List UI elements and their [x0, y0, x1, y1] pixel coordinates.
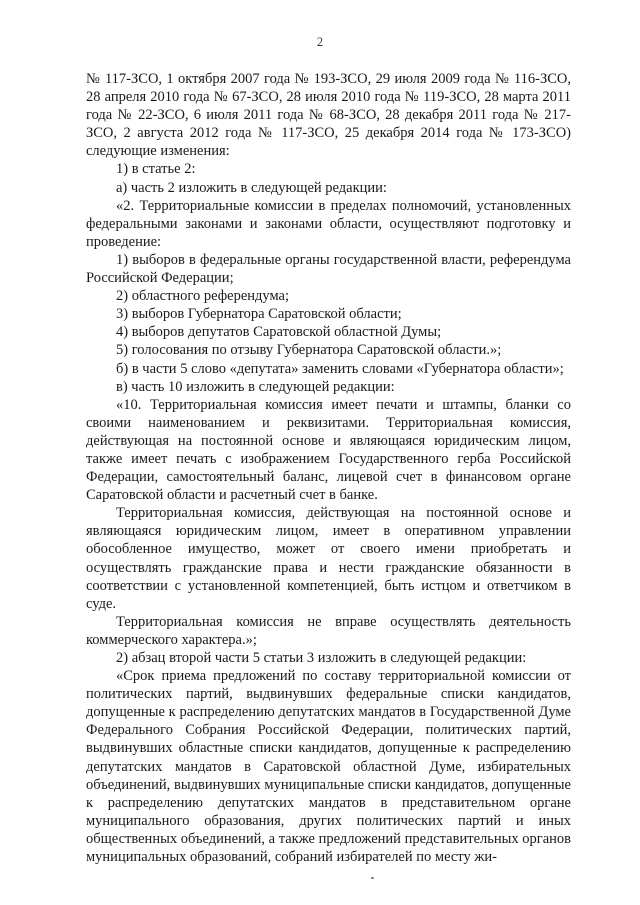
paragraph-item-2: 2) абзац второй части 5 статьи 3 изложить в следующей редакции:	[116, 650, 527, 666]
paragraph-subitem-5: 5) голосования по отзыву Губернатора Саратовской области.»;	[116, 342, 502, 359]
paragraph-quote-part-10: «10. Территориальная комиссия имеет печати и штампы, бланки со своими наименованием и реквизитами. Территориальная комиссия, действующая на постоянной основе и являющаяся юридическим лицом, также имеет печать с изображением Государственного герба Российской Федерации, самостоятельный баланс, лицевой счет в финансовом органе Саратовской области и расчетный счет в банке.	[86, 396, 571, 504]
paragraph-item-b: б) в части 5 слово «депутата» заменить словами «Губернатора области»;	[116, 360, 564, 377]
scan-artifact	[371, 877, 374, 879]
paragraph-no-commercial: Территориальная комиссия не вправе осуществлять деятельность коммерческого характера.»;	[86, 613, 571, 648]
paragraph-law-references: № 117-ЗСО, 1 октября 2007 года № 193-ЗСО, 29 июля 2009 года № 116-ЗСО, 28 апреля 2010 года № 67-ЗСО, 28 июля 2010 года № 119-ЗСО, 28 марта 2011 года № 22-ЗСО, 6 июля 2011 года № 68-ЗСО, 28 декабря 2011 года № 217-ЗСО, 2 августа 2012 года № 117-ЗСО, 25 декабря 2014 года № 173-ЗСО) следующие изменения:	[86, 71, 571, 160]
paragraph-subitem-3: 3) выборов Губернатора Саратовской области;	[116, 306, 402, 323]
paragraph-subitem-4: 4) выборов депутатов Саратовской областной Думы;	[116, 324, 442, 341]
paragraph-item-article-2: 1) в статье 2:	[116, 161, 196, 178]
document-body	[86, 70, 571, 866]
paragraph-quote-part-2: «2. Территориальные комиссии в пределах полномочий, установленных федеральными законами и законами области, осуществляют подготовку и проведение:	[86, 197, 571, 250]
paragraph-subitem-1: 1) выборов в федеральные органы государственной власти, референдума Российской Федерации;	[86, 251, 571, 287]
paragraph-quote-deadline: «Срок приема предложений по составу территориальной комиссии от политических партий, выдвинувших федеральные списки кандидатов, допущенные к распределению депутатских мандатов в Государственной Думе Федерального Собрания Российской Федерации, политических партий, выдвинувших областные списки кандидатов, допущенные к распределению депутатских мандатов в Саратовской областной Думе, избирательных объединений, выдвинувших муниципальные списки кандидатов, допущенные к распределению депутатских мандатов в представительном органе муниципального образования, других политических партий и иных общественных объединений, а также предложений представительных органов муниципальных образований, собраний избирателей по месту жи-	[86, 668, 571, 866]
paragraph-subitem-2: 2) областного референдума;	[116, 288, 290, 305]
paragraph-item-v: в) часть 10 изложить в следующей редакции:	[116, 378, 395, 395]
paragraph-legal-entity: Территориальная комиссия, действующая на постоянной основе и являющаяся юридическим лицом, имеет в оперативном управлении обособленное имущество, может от своего имени приобретать и осуществлять гражданские права и нести гражданские обязанности в соответствии с установленной компетенцией, быть истцом и ответчиком в суде.	[86, 505, 571, 612]
page-number: 2	[316, 35, 324, 49]
paragraph-item-a: а) часть 2 изложить в следующей редакции:	[116, 179, 387, 196]
